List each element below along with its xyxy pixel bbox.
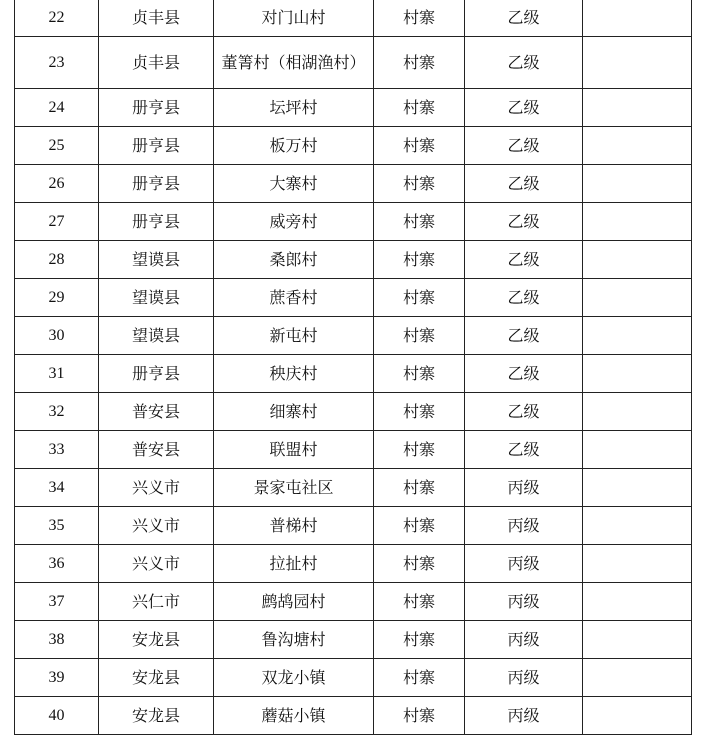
village-name-cell: 鹧鸪园村 — [214, 583, 374, 621]
grade-cell: 丙级 — [465, 621, 583, 659]
table-row — [15, 0, 692, 37]
note-cell — [583, 393, 692, 431]
note-cell — [583, 0, 692, 37]
grade-cell: 丙级 — [465, 507, 583, 545]
grade-cell: 丙级 — [465, 545, 583, 583]
village-name-cell: 鲁沟塘村 — [214, 621, 374, 659]
row-number: 24 — [15, 89, 99, 127]
row-number: 40 — [15, 697, 99, 735]
county-cell: 册亨县 — [99, 203, 214, 241]
note-cell — [583, 697, 692, 735]
type-cell: 村寨 — [374, 621, 465, 659]
table-row — [15, 659, 692, 697]
county-cell: 册亨县 — [99, 127, 214, 165]
table-row — [15, 127, 692, 165]
table-row — [15, 165, 692, 203]
county-cell: 兴仁市 — [99, 583, 214, 621]
village-name-cell: 拉扯村 — [214, 545, 374, 583]
grade-cell: 乙级 — [465, 431, 583, 469]
note-cell — [583, 317, 692, 355]
table-row — [15, 621, 692, 659]
grade-cell: 乙级 — [465, 355, 583, 393]
table-body — [15, 0, 692, 735]
table-row — [15, 431, 692, 469]
county-cell: 普安县 — [99, 431, 214, 469]
grade-cell: 丙级 — [465, 697, 583, 735]
table-row — [15, 241, 692, 279]
table-row — [15, 317, 692, 355]
row-number: 23 — [15, 37, 99, 89]
table-row — [15, 89, 692, 127]
table-row — [15, 37, 692, 89]
county-cell: 兴义市 — [99, 545, 214, 583]
note-cell — [583, 545, 692, 583]
table-row — [15, 583, 692, 621]
type-cell: 村寨 — [374, 203, 465, 241]
village-name-cell: 秧庆村 — [214, 355, 374, 393]
row-number: 30 — [15, 317, 99, 355]
note-cell — [583, 431, 692, 469]
county-cell: 望谟县 — [99, 279, 214, 317]
row-number: 34 — [15, 469, 99, 507]
type-cell: 村寨 — [374, 431, 465, 469]
table-row — [15, 279, 692, 317]
village-name-cell: 大寨村 — [214, 165, 374, 203]
village-name-cell: 桑郎村 — [214, 241, 374, 279]
grade-cell: 乙级 — [465, 393, 583, 431]
row-number: 37 — [15, 583, 99, 621]
note-cell — [583, 621, 692, 659]
grade-cell: 乙级 — [465, 0, 583, 37]
grade-cell: 丙级 — [465, 469, 583, 507]
note-cell — [583, 127, 692, 165]
note-cell — [583, 89, 692, 127]
row-number: 22 — [15, 0, 99, 37]
type-cell: 村寨 — [374, 89, 465, 127]
type-cell: 村寨 — [374, 241, 465, 279]
row-number: 29 — [15, 279, 99, 317]
type-cell: 村寨 — [374, 279, 465, 317]
county-cell: 册亨县 — [99, 89, 214, 127]
grade-cell: 乙级 — [465, 203, 583, 241]
type-cell: 村寨 — [374, 507, 465, 545]
grade-cell: 丙级 — [465, 583, 583, 621]
village-name-cell: 新屯村 — [214, 317, 374, 355]
note-cell — [583, 507, 692, 545]
village-name-cell: 细寨村 — [214, 393, 374, 431]
county-cell: 贞丰县 — [99, 0, 214, 37]
row-number: 31 — [15, 355, 99, 393]
grade-cell: 乙级 — [465, 317, 583, 355]
type-cell: 村寨 — [374, 165, 465, 203]
grade-cell: 乙级 — [465, 165, 583, 203]
village-name-cell: 蘑菇小镇 — [214, 697, 374, 735]
county-cell: 册亨县 — [99, 355, 214, 393]
table-row — [15, 203, 692, 241]
type-cell: 村寨 — [374, 393, 465, 431]
grade-cell: 丙级 — [465, 659, 583, 697]
table-row — [15, 355, 692, 393]
county-cell: 兴义市 — [99, 507, 214, 545]
note-cell — [583, 279, 692, 317]
note-cell — [583, 355, 692, 393]
county-cell: 兴义市 — [99, 469, 214, 507]
row-number: 33 — [15, 431, 99, 469]
village-name-cell: 普梯村 — [214, 507, 374, 545]
type-cell: 村寨 — [374, 659, 465, 697]
county-cell: 望谟县 — [99, 241, 214, 279]
county-cell: 安龙县 — [99, 621, 214, 659]
note-cell — [583, 583, 692, 621]
village-name-cell: 景家屯社区 — [214, 469, 374, 507]
county-cell: 贞丰县 — [99, 37, 214, 89]
type-cell: 村寨 — [374, 355, 465, 393]
county-cell: 安龙县 — [99, 697, 214, 735]
grade-cell: 乙级 — [465, 127, 583, 165]
county-cell: 册亨县 — [99, 165, 214, 203]
village-name-cell: 板万村 — [214, 127, 374, 165]
grade-cell: 乙级 — [465, 37, 583, 89]
village-table — [14, 0, 692, 735]
row-number: 39 — [15, 659, 99, 697]
village-name-cell: 蔗香村 — [214, 279, 374, 317]
note-cell — [583, 37, 692, 89]
grade-cell: 乙级 — [465, 241, 583, 279]
county-cell: 安龙县 — [99, 659, 214, 697]
row-number: 25 — [15, 127, 99, 165]
county-cell: 普安县 — [99, 393, 214, 431]
type-cell: 村寨 — [374, 37, 465, 89]
type-cell: 村寨 — [374, 697, 465, 735]
village-name-cell: 对门山村 — [214, 0, 374, 37]
grade-cell: 乙级 — [465, 89, 583, 127]
note-cell — [583, 203, 692, 241]
type-cell: 村寨 — [374, 0, 465, 37]
note-cell — [583, 469, 692, 507]
table-row — [15, 393, 692, 431]
table-row — [15, 545, 692, 583]
village-name-cell: 坛坪村 — [214, 89, 374, 127]
row-number: 32 — [15, 393, 99, 431]
note-cell — [583, 165, 692, 203]
grade-cell: 乙级 — [465, 279, 583, 317]
type-cell: 村寨 — [374, 127, 465, 165]
village-name-cell: 联盟村 — [214, 431, 374, 469]
type-cell: 村寨 — [374, 583, 465, 621]
row-number: 26 — [15, 165, 99, 203]
county-cell: 望谟县 — [99, 317, 214, 355]
row-number: 35 — [15, 507, 99, 545]
note-cell — [583, 241, 692, 279]
village-name-cell: 董箐村（相湖渔村） — [214, 37, 374, 89]
village-name-cell: 双龙小镇 — [214, 659, 374, 697]
type-cell: 村寨 — [374, 545, 465, 583]
type-cell: 村寨 — [374, 317, 465, 355]
note-cell — [583, 659, 692, 697]
row-number: 28 — [15, 241, 99, 279]
row-number: 27 — [15, 203, 99, 241]
row-number: 36 — [15, 545, 99, 583]
table-row — [15, 507, 692, 545]
type-cell: 村寨 — [374, 469, 465, 507]
table-row — [15, 697, 692, 735]
village-name-cell: 威旁村 — [214, 203, 374, 241]
row-number: 38 — [15, 621, 99, 659]
table-row — [15, 469, 692, 507]
